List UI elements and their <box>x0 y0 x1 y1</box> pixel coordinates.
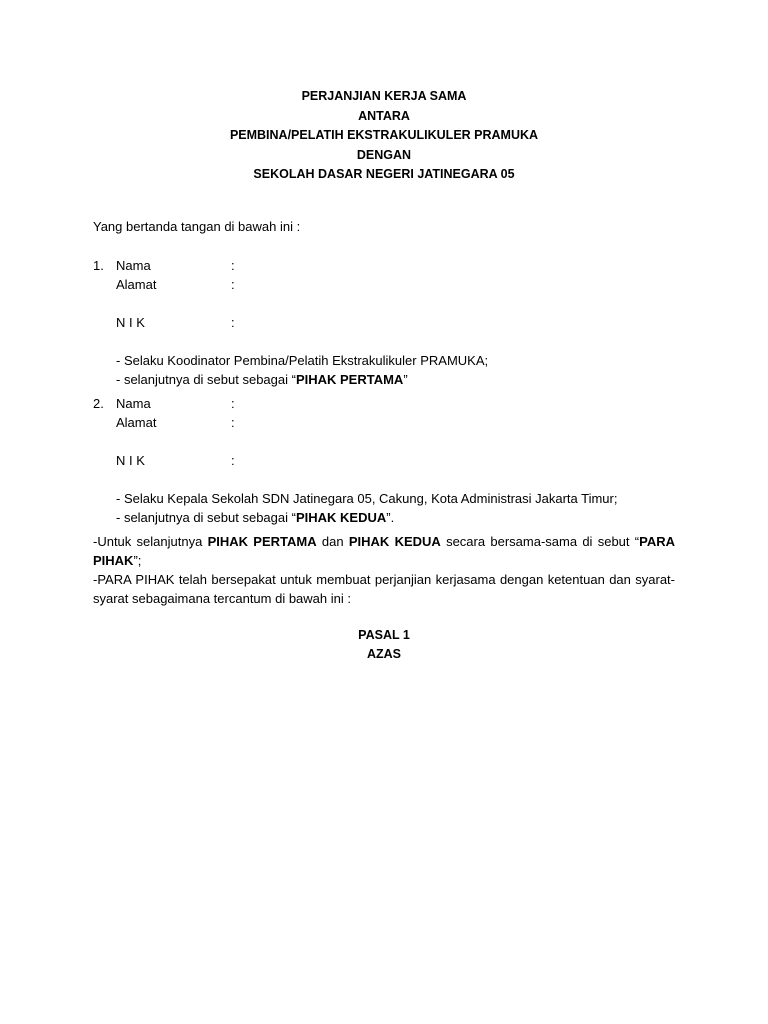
party-2-block <box>93 394 693 527</box>
title-line-4: DENGAN <box>356 147 412 162</box>
article-number: PASAL 1 <box>358 628 410 642</box>
closing-p1-bold-b: PIHAK PERTAMA <box>207 534 317 549</box>
party-1-address-label: Alamat <box>116 277 157 292</box>
closing-paragraphs <box>93 532 675 608</box>
document-title <box>0 87 768 185</box>
intro-text: Yang bertanda tangan di bawah ini : <box>93 219 301 234</box>
closing-p1-text-a: -Untuk selanjutnya <box>93 534 208 549</box>
party-1-block <box>93 256 693 389</box>
party-1-address-colon: : <box>231 277 235 292</box>
party-1-nik-label: N I K <box>116 315 145 330</box>
closing-p1-text-g: ”; <box>133 553 142 568</box>
title-line-5: SEKOLAH DASAR NEGERI JATINEGARA 05 <box>253 167 515 181</box>
closing-paragraph-2: -PARA PIHAK telah bersepakat untuk membuat perjanjian kerjasama dengan ketentuan dan syarat-syarat sebagaimana tercantum di bawah ini : <box>93 572 675 606</box>
party-2-ref-prefix: - selanjutnya di sebut sebagai “ <box>116 510 296 525</box>
party-2-role: - Selaku Kepala Sekolah SDN Jatinegara 05, Cakung, Kota Administrasi Jakarta Timur; <box>116 491 618 506</box>
party-1-name-colon: : <box>231 258 235 273</box>
party-1-ref-prefix: - selanjutnya di sebut sebagai “ <box>116 372 296 387</box>
party-2-nik-colon: : <box>231 453 235 468</box>
closing-paragraph-1 <box>93 532 675 570</box>
closing-p1-text-e: secara bersama-sama di sebut “ <box>440 534 640 549</box>
party-1-name-label: Nama <box>116 258 151 273</box>
party-1-reference <box>116 370 408 389</box>
party-2-reference <box>116 508 394 527</box>
party-1-ref-suffix: ” <box>403 372 408 387</box>
closing-p1-text-c: dan <box>316 534 349 549</box>
party-2-name-label: Nama <box>116 396 151 411</box>
title-line-3: PEMBINA/PELATIH EKSTRAKULIKULER PRAMUKA <box>229 128 539 142</box>
party-2-address-colon: : <box>231 415 235 430</box>
party-1-number: 1. <box>93 258 104 273</box>
party-1-nik-colon: : <box>231 315 235 330</box>
party-2-nik-label: N I K <box>116 453 145 468</box>
article-heading <box>0 626 768 664</box>
party-2-ref-suffix: ”. <box>386 510 395 525</box>
closing-p1-bold-d: PIHAK KEDUA <box>348 534 441 549</box>
party-2-number: 2. <box>93 396 104 411</box>
closing-p1-bold-f: PARA PIHAK <box>93 534 675 568</box>
title-line-2: ANTARA <box>358 108 410 123</box>
party-2-address-label: Alamat <box>116 415 157 430</box>
party-2-ref-bold: PIHAK KEDUA <box>295 510 387 525</box>
party-1-role: - Selaku Koodinator Pembina/Pelatih Ekstrakulikuler PRAMUKA; <box>116 353 489 368</box>
party-1-ref-bold: PIHAK PERTAMA <box>295 372 404 387</box>
title-line-1: PERJANJIAN KERJA SAMA <box>301 89 467 103</box>
party-2-name-colon: : <box>231 396 235 411</box>
article-title: AZAS <box>366 647 402 661</box>
